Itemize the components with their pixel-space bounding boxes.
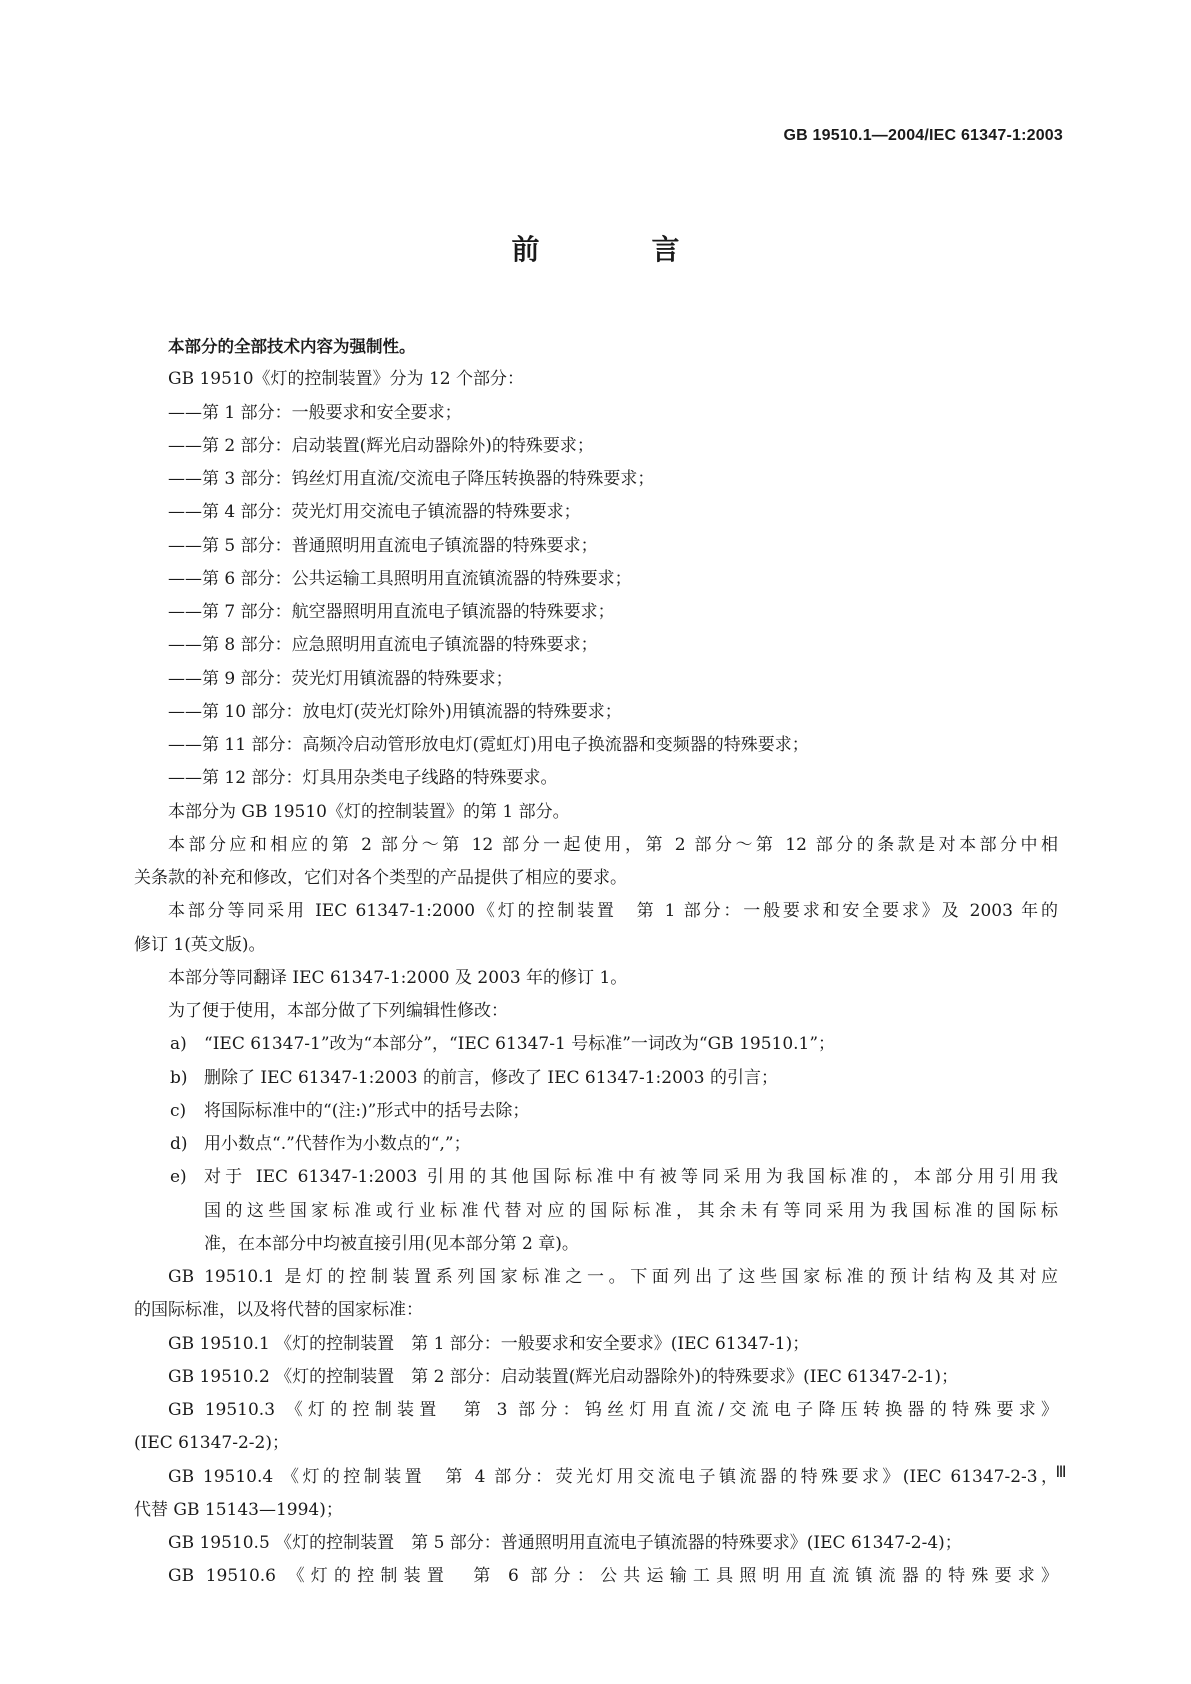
item-marker: b) <box>170 1067 188 1088</box>
list-item: ——第 7 部分：航空器照明用直流电子镇流器的特殊要求； <box>168 602 615 622</box>
standard-code: GB 19510.1—2004/IEC 61347-1:2003 <box>783 127 1063 144</box>
paragraph-line: GB 19510.1 是灯的控制装置系列国家标准之一。下面列出了这些国家标准的预计结构及其对应 <box>168 1267 1058 1287</box>
list-item: ——第 5 部分：普通照明用直流电子镇流器的特殊要求； <box>168 535 598 556</box>
edit-item-a <box>134 1028 1058 1061</box>
item-marker: e) <box>170 1167 187 1188</box>
item-text: “IEC 61347-1”改为“本部分”，“IEC 61347-1 号标准”一词改为“GB 19510.1”； <box>204 1034 836 1055</box>
list-item: ——第 8 部分：应急照明用直流电子镇流器的特殊要求； <box>168 635 598 656</box>
item-marker: c) <box>170 1100 187 1121</box>
list-item: ——第 2 部分：启动装置(辉光启动器除外)的特殊要求； <box>168 435 594 456</box>
edit-item-b <box>134 1062 1058 1095</box>
standard-list-entry: GB 19510.5 《灯的控制装置 第 5 部分：普通照明用直流电子镇流器的特殊要求》(IEC 61347-2-4)； <box>168 1533 962 1553</box>
standard-list-entry: GB 19510.3 《灯的控制装置 第 3 部分：钨丝灯用直流/交流电子降压转换器的特殊要求》 <box>168 1400 1058 1420</box>
item-text: 对于 IEC 61347-1:2003 引用的其他国际标准中有被等同采用为我国标准的，本部分用引用我 <box>204 1167 1058 1188</box>
standard-list-entry: GB 19510.4 《灯的控制装置 第 4 部分：荧光灯用交流电子镇流器的特殊要求》(IEC 61347-2-3， <box>168 1466 1058 1487</box>
standard-list-entry: GB 19510.1 《灯的控制装置 第 1 部分：一般要求和安全要求》(IEC 61347-1)； <box>168 1333 810 1354</box>
paragraph-line: 的国际标准，以及将代替的国家标准： <box>134 1300 423 1321</box>
standard-list-entry: 代替 GB 15143—1994)； <box>134 1499 343 1520</box>
paragraph-line: 本部分等同翻译 IEC 61347-1:2000 及 2003 年的修订 1。 <box>168 967 628 988</box>
list-item: ——第 11 部分：高频冷启动管形放电灯(霓虹灯)用电子换流器和变频器的特殊要求； <box>168 735 809 755</box>
item-text: 将国际标准中的“(注:)”形式中的括号去除； <box>204 1100 530 1121</box>
paragraph-line: 本部分应和相应的第 2 部分～第 12 部分一起使用，第 2 部分～第 12 部分的条款是对本部分中相 <box>168 834 1058 855</box>
page-title: 前 言 <box>511 233 722 266</box>
item-text: 用小数点“.”代替作为小数点的“,”； <box>204 1134 471 1154</box>
list-item: ——第 1 部分：一般要求和安全要求； <box>168 402 462 423</box>
page-number: Ⅲ <box>1055 1464 1067 1481</box>
standard-list-entry: (IEC 61347-2-2)； <box>134 1433 290 1454</box>
paragraph-line: 本部分为 GB 19510《灯的控制装置》的第 1 部分。 <box>168 801 570 822</box>
list-item: ——第 9 部分：荧光灯用镇流器的特殊要求； <box>168 668 513 689</box>
edit-item-e <box>134 1161 1058 1194</box>
item-marker: a) <box>170 1034 187 1055</box>
list-item: ——第 6 部分：公共运输工具照明用直流镇流器的特殊要求； <box>168 568 632 589</box>
list-item: ——第 10 部分：放电灯(荧光灯除外)用镇流器的特殊要求； <box>168 701 622 722</box>
standard-list-entry: GB 19510.2 《灯的控制装置 第 2 部分：启动装置(辉光启动器除外)的特殊要求》(IEC 61347-2-1)； <box>168 1366 959 1387</box>
paragraph-line: 修订 1(英文版)。 <box>134 934 266 955</box>
edit-item-d <box>134 1128 1058 1161</box>
standard-list-entry: GB 19510.6 《灯的控制装置 第 6 部分：公共运输工具照明用直流镇流器的特殊要求》 <box>168 1566 1058 1587</box>
edit-item-c <box>134 1095 1058 1128</box>
item-text: 删除了 IEC 61347-1:2003 的前言，修改了 IEC 61347-1:2003 的引言； <box>204 1067 778 1088</box>
item-marker: d) <box>170 1134 188 1154</box>
list-item: ——第 4 部分：荧光灯用交流电子镇流器的特殊要求； <box>168 502 581 523</box>
item-text-continued: 国的这些国家标准或行业标准代替对应的国际标准，其余未有等同采用为我国标准的国际标 <box>204 1200 1058 1221</box>
paragraph-line: 关条款的补充和修改，它们对各个类型的产品提供了相应的要求。 <box>134 868 627 888</box>
paragraph-line: 为了便于使用，本部分做了下列编辑性修改： <box>168 1001 508 1021</box>
list-item: ——第 12 部分：灯具用杂类电子线路的特殊要求。 <box>168 768 558 789</box>
preface-body <box>134 330 1058 1594</box>
mandatory-statement: 本部分的全部技术内容为强制性。 <box>168 337 416 356</box>
list-item: ——第 3 部分：钨丝灯用直流/交流电子降压转换器的特殊要求； <box>168 469 655 489</box>
paragraph-line: GB 19510《灯的控制装置》分为 12 个部分： <box>168 369 524 390</box>
item-text-continued: 准，在本部分中均被直接引用(见本部分第 2 章)。 <box>204 1233 579 1254</box>
paragraph-line: 本部分等同采用 IEC 61347-1:2000《灯的控制装置 第 1 部分：一般要求和安全要求》及 2003 年的 <box>168 901 1058 922</box>
